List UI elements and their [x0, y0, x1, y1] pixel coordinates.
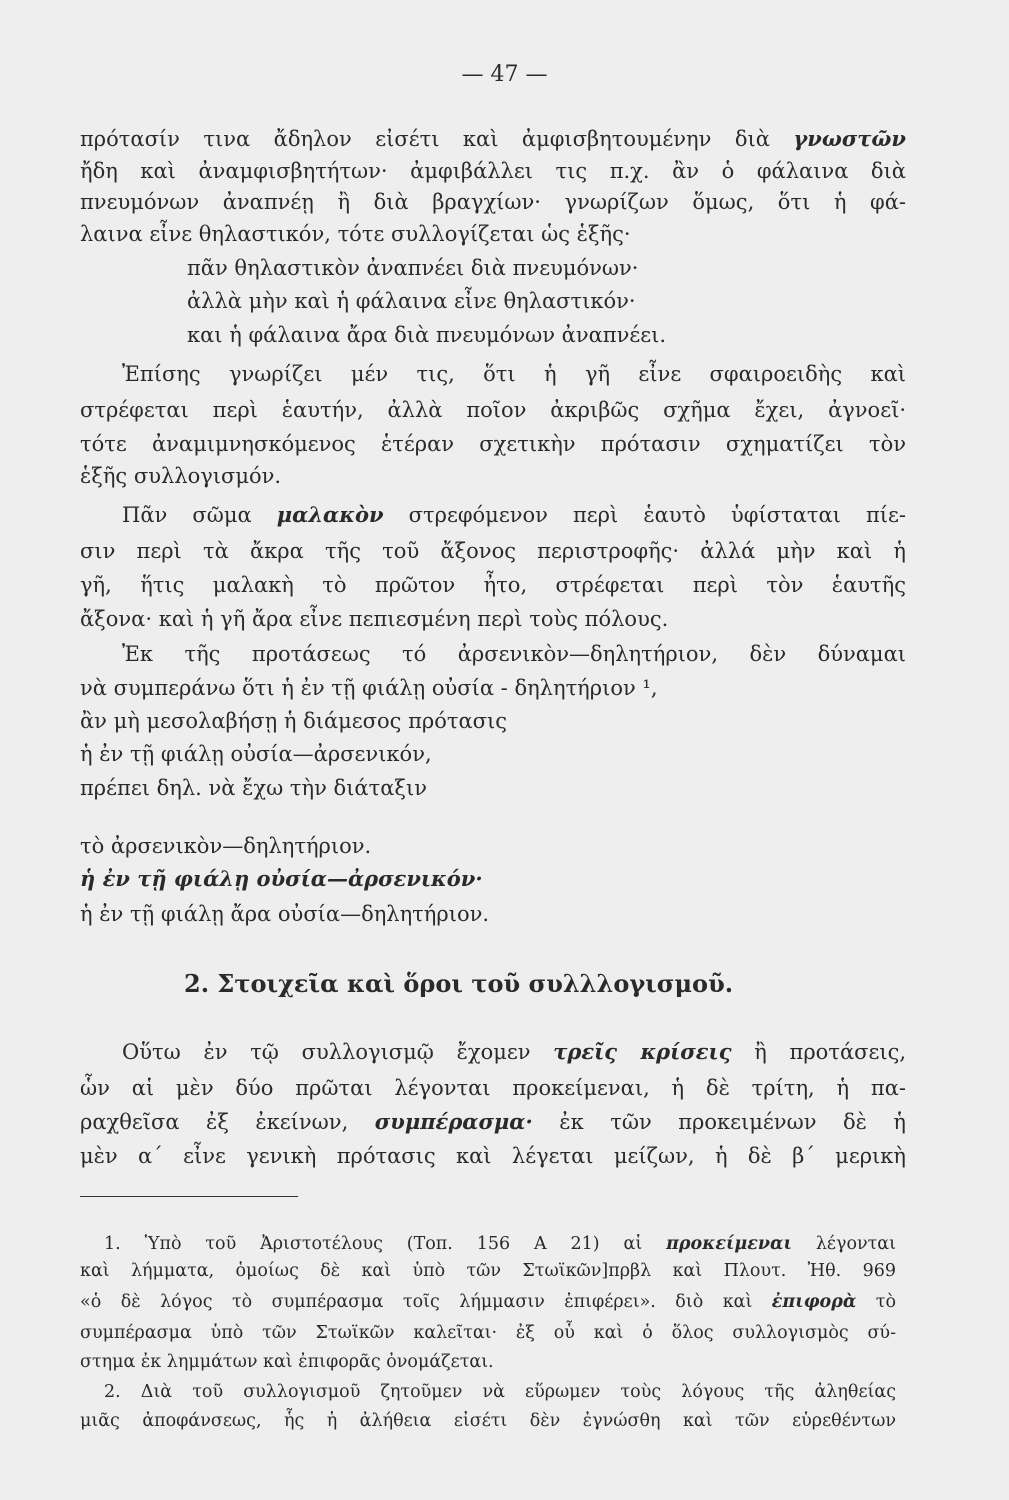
syllogism-line: ἀλλὰ μὴν καὶ ἡ φάλαινα εἶνε θηλαστικόν· — [187, 289, 636, 313]
body-line: τότε ἀναμιμνησκόμενος ἑτέραν σχετικὴν πρότασιν σχηματίζει τὸν — [80, 432, 906, 456]
emphasis: γνωστῶν — [793, 126, 906, 151]
emphasis: μαλακὸν — [276, 502, 384, 527]
footnote-line: στημα ἐκ λημμάτων καὶ ἐπιφορᾶς ὀνομάζεται. — [80, 1352, 494, 1372]
body-line: Πᾶν σῶμα μαλακὸν στρεφόμενον περὶ ἑαυτὸ ὑφίσταται πίε- — [122, 502, 906, 527]
syllogism-line: και ἡ φάλαινα ἄρα διὰ πνευμόνων ἀναπνέει. — [187, 323, 667, 347]
body-line: Ἐκ τῆς προτάσεως τό ἀρσενικὸν—δηλητήριον, δὲν δύναμαι — [122, 642, 906, 666]
footnote-line: 1. Ὑπὸ τοῦ Ἀριστοτέλους (Τοπ. 156 Α 21) αἱ προκείμεναι λέγονται — [104, 1234, 896, 1254]
body-line: στρέφεται περὶ ἑαυτήν, ἀλλὰ ποῖον ἀκριβῶς σχῆμα ἔχει, ἀγνοεῖ· — [80, 398, 906, 422]
footnote-divider — [80, 1196, 298, 1197]
section-line: ραχθεῖσα ἐξ ἐκείνων, συμπέρασμα· ἐκ τῶν προκειμένων δὲ ἡ — [80, 1109, 906, 1134]
body-line: ἑξῆς συλλογισμόν. — [80, 464, 282, 488]
page-number: — 47 — — [461, 62, 548, 87]
emphasis: τρεῖς κρίσεις — [553, 1039, 732, 1064]
body-line: ἤδη καὶ ἀναμφισβητήτων· ἀμφιβάλλει τις π.χ. ἂν ὁ φάλαινα διὰ — [80, 159, 906, 183]
body-line: πρέπει δηλ. νὰ ἔχω τὴν διάταξιν — [80, 776, 427, 800]
body-line: πρότασίν τινα ἄδηλον εἰσέτι καὶ ἀμφισβητουμένην διὰ γνωστῶν — [80, 126, 906, 151]
body-line: πνευμόνων ἀναπνέῃ ἢ διὰ βραγχίων· γνωρίζων ὅμως, ὅτι ἡ φά- — [80, 190, 906, 214]
body-line: νὰ συμπεράνω ὅτι ἡ ἐν τῇ φιάλῃ οὐσία - δηλητήριον ¹, — [80, 676, 658, 700]
footnote-line: μιᾶς ἀποφάνσεως, ἧς ἡ ἀλήθεια εἰσέτι δὲν ἐγνώσθη καὶ τῶν εὑρεθέντων — [80, 1411, 896, 1431]
emphasis: ἐπιφορὰ — [771, 1292, 857, 1312]
body-line: ἄξονα· καὶ ἡ γῆ ἄρα εἶνε πεπιεσμένη περὶ τοὺς πόλους. — [80, 607, 669, 631]
emphasis: ἡ ἐν τῇ φιάλῃ οὐσία—ἀρσενικόν· — [80, 866, 483, 891]
syllogism-line: τὸ ἀρσενικὸν—δηλητήριον. — [80, 834, 372, 858]
emphasis: συμπέρασμα· — [374, 1109, 533, 1134]
section-line: ὧν αἱ μὲν δύο πρῶται λέγονται προκείμεναι, ἡ δὲ τρίτη, ἡ πα- — [80, 1076, 906, 1100]
footnote-line: καὶ λήμματα, ὁμοίως δὲ καὶ ὑπὸ τῶν Στωϊκῶν]πρβλ καὶ Πλουτ. Ἠθ. 969 — [80, 1261, 896, 1281]
body-line: λαινα εἶνε θηλαστικόν, τότε συλλογίζεται ὡς ἑξῆς· — [80, 222, 631, 246]
syllogism-line: πᾶν θηλαστικὸν ἀναπνέει διὰ πνευμόνων· — [187, 256, 639, 280]
footnote-line: 2. Διὰ τοῦ συλλογισμοῦ ζητοῦμεν νὰ εὕρωμεν τοὺς λόγους τῆς ἀληθείας — [104, 1382, 896, 1402]
body-line: σιν περὶ τὰ ἄκρα τῆς τοῦ ἄξονος περιστροφῆς· ἀλλά μὴν καὶ ἡ — [80, 539, 906, 563]
footnote-line: συμπέρασμα ὑπὸ τῶν Στωϊκῶν καλεῖται· ἐξ οὗ καὶ ὁ ὅλος συλλογισμὸς σύ- — [80, 1323, 896, 1343]
emphasis: προκείμεναι — [666, 1234, 792, 1254]
syllogism-line: ἡ ἐν τῇ φιάλῃ ἄρα οὐσία—δηλητήριον. — [80, 902, 490, 926]
body-line: ἂν μὴ μεσολαβήσῃ ἡ διάμεσος πρότασις — [80, 709, 508, 733]
section-line: Οὕτω ἐν τῷ συλλογισμῷ ἔχομεν τρεῖς κρίσεις ἢ προτάσεις, — [122, 1039, 907, 1064]
syllogism-line — [80, 864, 906, 894]
body-line: ἡ ἐν τῇ φιάλῃ οὐσία—ἀρσενικόν, — [80, 742, 432, 766]
body-line: γῆ, ἥτις μαλακὴ τὸ πρῶτον ἦτο, στρέφεται περὶ τὸν ἑαυτῆς — [80, 573, 906, 597]
section-line: μὲν α΄ εἶνε γενικὴ πρότασις καὶ λέγεται μείζων, ἡ δὲ β΄ μερικὴ — [80, 1144, 906, 1168]
footnote-line: «ὁ δὲ λόγος τὸ συμπέρασμα τοῖς λήμμασιν ἐπιφέρει». διὸ καὶ ἐπιφορὰ τὸ — [80, 1292, 897, 1312]
section-heading: 2. Στοιχεῖα καὶ ὅροι τοῦ συλλλογισμοῦ. — [184, 969, 734, 998]
body-line: Ἐπίσης γνωρίζει μέν τις, ὅτι ἡ γῆ εἶνε σφαιροειδὴς καὶ — [122, 362, 906, 386]
